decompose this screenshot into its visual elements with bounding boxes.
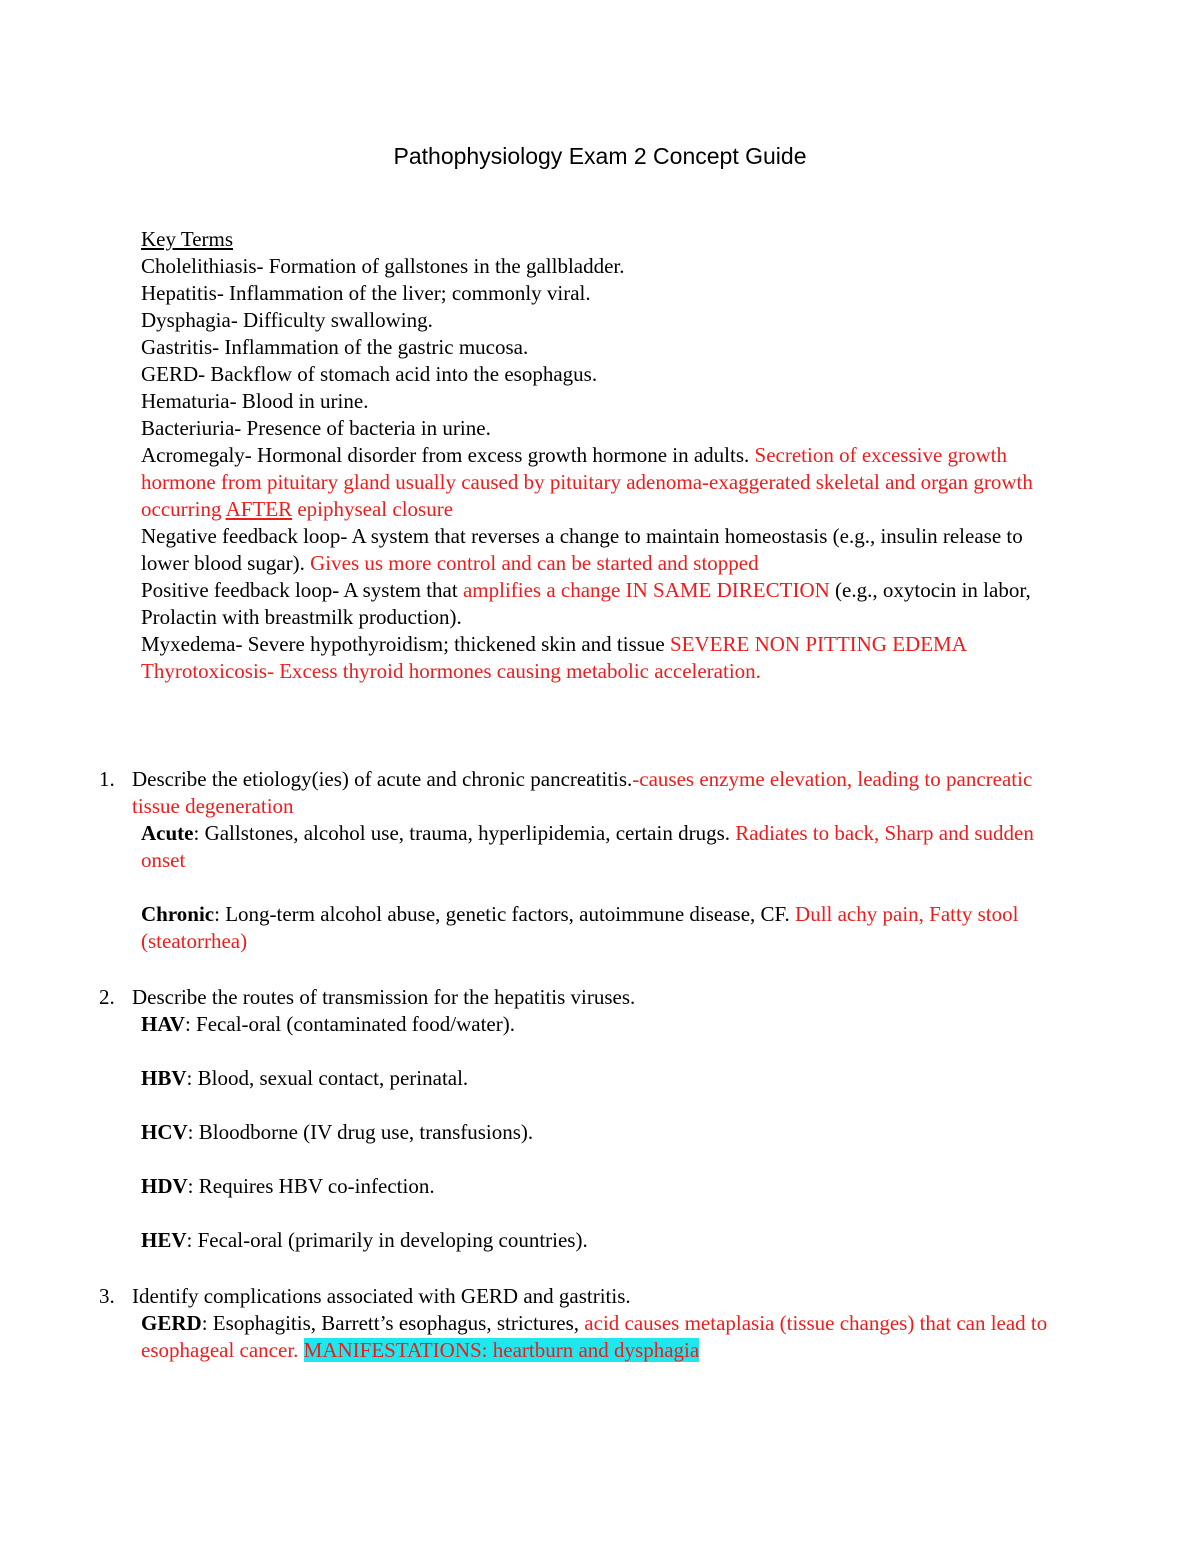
term-thyrotoxicosis: Thyrotoxicosis- Excess thyroid hormones causing metabolic acceleration.: [141, 659, 761, 683]
page-title: Pathophysiology Exam 2 Concept Guide: [393, 143, 807, 169]
acute-label: Acute: [141, 821, 194, 845]
gerd-highlight: MANIFESTATIONS: heartburn and dysphagia: [303, 1338, 700, 1362]
hav-text: : Fecal-oral (contaminated food/water).: [184, 1012, 515, 1036]
term-positive-feedback-note: amplifies a change IN SAME DIRECTION: [462, 578, 830, 602]
hev-label: HEV: [141, 1228, 187, 1252]
hbv-label: HBV: [141, 1066, 187, 1090]
term-acromegaly: [141, 442, 1066, 523]
term-hematuria: Hematuria- Blood in urine.: [141, 389, 369, 413]
term-acromegaly-note-end: epiphyseal closure: [292, 497, 454, 521]
answer-hdv: [141, 1173, 1064, 1200]
key-terms-section: [141, 226, 1066, 685]
term-positive-feedback: [141, 577, 1066, 631]
answer-chronic: [141, 901, 1064, 955]
hcv-text: : Bloodborne (IV drug use, transfusions).: [187, 1120, 534, 1144]
term-negative-feedback-text: Negative feedback loop- A system that reverses a change to maintain homeostasis (e.g., insulin release to lower blood sugar).: [141, 524, 1023, 575]
answer-hav: [141, 1011, 1064, 1038]
term-gerd: GERD- Backflow of stomach acid into the esophagus.: [141, 362, 598, 386]
hav-label: HAV: [141, 1012, 185, 1036]
question-2: [99, 984, 1064, 1254]
gerd-text: : Esophagitis, Barrett’s esophagus, strictures,: [201, 1311, 585, 1335]
term-acromegaly-text: Acromegaly- Hormonal disorder from excess growth hormone in adults.: [141, 443, 755, 467]
gerd-note: acid causes metaplasia (tissue changes) that can lead to esophageal cancer.: [141, 1311, 1048, 1362]
question-3: [99, 1283, 1064, 1364]
answer-acute: [141, 820, 1064, 874]
chronic-text: : Long-term alcohol abuse, genetic factors, autoimmune disease, CF.: [214, 902, 796, 926]
question-prompt: [132, 766, 1064, 820]
term-acromegaly-after: AFTER: [225, 497, 293, 521]
term-gastritis: Gastritis- Inflammation of the gastric mucosa.: [141, 335, 529, 359]
term-dysphagia: Dysphagia- Difficulty swallowing.: [141, 308, 433, 332]
term-bacteriuria: Bacteriuria- Presence of bacteria in urine.: [141, 416, 491, 440]
question-3-prompt: Identify complications associated with GERD and gastritis.: [132, 1284, 631, 1308]
question-number: 1.: [99, 767, 115, 791]
term-hepatitis: Hepatitis- Inflammation of the liver; commonly viral.: [141, 281, 591, 305]
term-acromegaly-note: Secretion of excessive growth hormone from pituitary gland usually caused by pituitary adenoma-exaggerated skeletal and organ growth occurring: [141, 443, 1033, 521]
acute-note: Radiates to back, Sharp and sudden onset: [141, 821, 1034, 872]
gerd-label: GERD: [141, 1311, 202, 1335]
question-number: 2.: [99, 985, 115, 1009]
chronic-note: Dull achy pain, Fatty stool (steatorrhea): [141, 902, 1019, 953]
hbv-text: : Blood, sexual contact, perinatal.: [186, 1066, 469, 1090]
key-terms-heading: Key Terms: [141, 227, 234, 251]
term-positive-feedback-text: Positive feedback loop- A system that: [141, 578, 463, 602]
question-number: 3.: [99, 1284, 115, 1308]
term-myxedema-note: SEVERE NON PITTING EDEMA: [669, 632, 967, 656]
answer-hcv: [141, 1119, 1064, 1146]
answer-hbv: [141, 1065, 1064, 1092]
acute-text: : Gallstones, alcohol use, trauma, hyperlipidemia, certain drugs.: [193, 821, 736, 845]
hdv-text: : Requires HBV co-infection.: [187, 1174, 435, 1198]
question-1: [99, 766, 1064, 955]
hev-text: : Fecal-oral (primarily in developing countries).: [186, 1228, 588, 1252]
hcv-label: HCV: [141, 1120, 188, 1144]
question-1-note: -causes enzyme elevation, leading to pancreatic tissue degeneration: [132, 767, 1033, 818]
term-myxedema-text: Myxedema- Severe hypothyroidism; thickened skin and tissue: [141, 632, 670, 656]
term-positive-feedback-text-end: (e.g., oxytocin in labor, Prolactin with breastmilk production).: [141, 578, 1031, 629]
term-cholelithiasis: Cholelithiasis- Formation of gallstones in the gallbladder.: [141, 254, 625, 278]
term-myxedema: [141, 631, 1066, 658]
chronic-label: Chronic: [141, 902, 215, 926]
question-2-prompt: Describe the routes of transmission for the hepatitis viruses.: [132, 985, 636, 1009]
question-1-prompt: Describe the etiology(ies) of acute and chronic pancreatitis.: [132, 767, 633, 791]
answer-gerd: [141, 1310, 1064, 1364]
hdv-label: HDV: [141, 1174, 188, 1198]
term-negative-feedback: [141, 523, 1066, 577]
answer-hev: [141, 1227, 1064, 1254]
term-negative-feedback-note: Gives us more control and can be started and stopped: [310, 551, 759, 575]
